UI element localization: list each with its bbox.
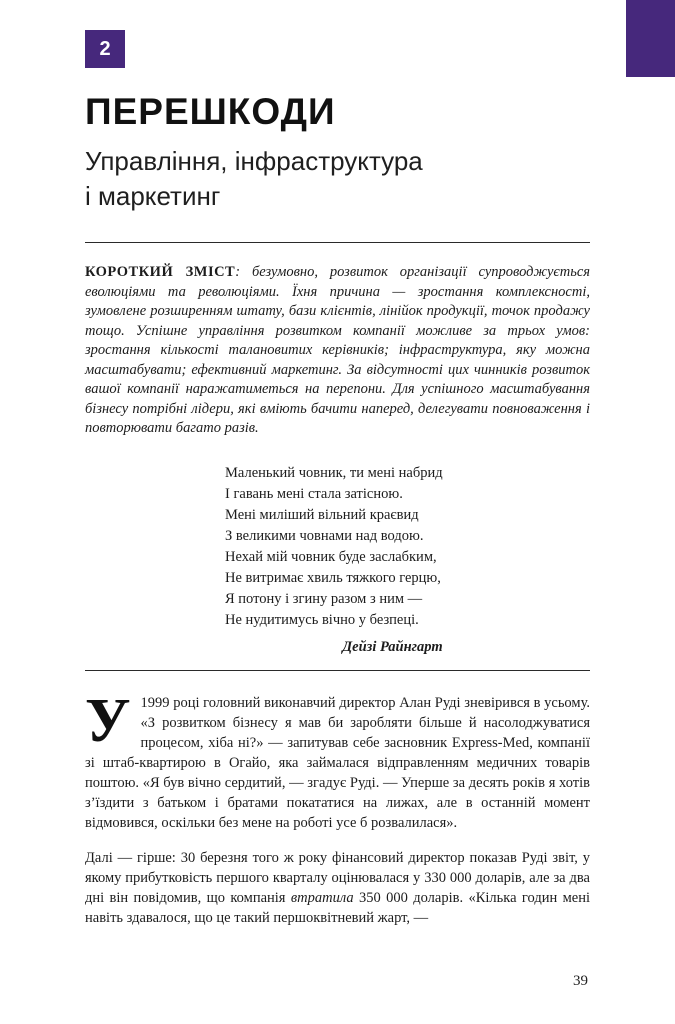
chapter-subtitle-line-2: і маркетинг (85, 181, 221, 211)
epigraph-poem-block (225, 463, 590, 658)
chapter-number-box (85, 30, 125, 68)
chapter-subtitle (85, 144, 590, 214)
body-paragraph-1 (85, 686, 590, 833)
poem-line: Я потону і згину разом з ним — (225, 590, 423, 607)
poem-line: І гавань мені стала затісною. (225, 485, 403, 502)
poem-attribution: Дейзі Райнгарт (342, 638, 443, 655)
paragraph-2-text-before: Далі — гірше: 30 березня того ж року фінансовий директор показав Руді звіт, у якому прибутковість першого кварталу оцінювалася у 330 000 доларів, але за два дні він повідомив, що компанія (85, 849, 590, 906)
chapter-summary (85, 263, 590, 439)
poem-line: З великими човнами над водою. (225, 527, 424, 544)
poem-line: Не витримає хвиль тяжкого герцю, (225, 569, 441, 586)
summary-body: : безумовно, розвиток організації супроводжується еволюціями та революціями. Їхня причина — зростання комплексності, зумовлене розширенням штату, бази клієнтів, лінійок продукції, точок продажу тощо. Успішне управління розвитком компанії можливе за трьох умов: зростання кількості талановитих керівників; інфраструктура, яку можна масштабувати; ефективний маркетинг. За відсутності цих чинників розвиток вашої компанії наражатиметься на перепони. Для успішного масштабування бізнесу потрібні лідери, які вміють бачити наперед, делегувати повноваження і повторювати багато разів. (85, 264, 590, 436)
chapter-title: ПЕРЕШКОДИ (85, 91, 336, 132)
page-number: 39 (573, 973, 588, 989)
paragraph-1-text: 1999 році головний виконавчий директор Алан Руді зневірився в усьому. «З розвитком бізнесу я мав би заробляти більше й насолоджуватися процесом, хіба ні?» — запитував себе засновник Express-Med, компанії зі штаб-квартирою в Огайо, яка займалася відправленням медичних товарів поштою. «Я був вічно сердитий, — згадує Руді. — Уперше за десять років я хотів з’їздити з батьком і братами покататися на лижах, але в останній момент відмовився, оскільки без мене на роботі усе б розвалилася». (85, 694, 590, 831)
corner-accent-block (626, 0, 675, 77)
poem-line: Маленький човник, ти мені набрид (225, 464, 443, 481)
chapter-subtitle-line-1: Управління, інфраструктура (85, 146, 423, 176)
chapter-number: 2 (99, 37, 111, 60)
body-paragraph-2 (85, 848, 590, 928)
poem-line: Не нудитимусь вічно у безпеці. (225, 611, 419, 628)
paragraph-2-italic-word: втратила (290, 889, 354, 906)
summary-lead: КОРОТКИЙ ЗМІСТ (85, 264, 236, 280)
poem-line: Мені миліший вільний краєвид (225, 506, 419, 523)
divider-top (85, 242, 590, 243)
divider-bottom (85, 670, 590, 671)
poem-line: Нехай мій човник буде заслабким, (225, 548, 437, 565)
drop-cap: У (85, 686, 131, 755)
paragraph-2-text-after: 350 000 доларів. «Кілька годин мені навіть здавалося, що це такий першоквітневий жарт, — (85, 889, 590, 926)
epigraph-poem (225, 463, 443, 658)
